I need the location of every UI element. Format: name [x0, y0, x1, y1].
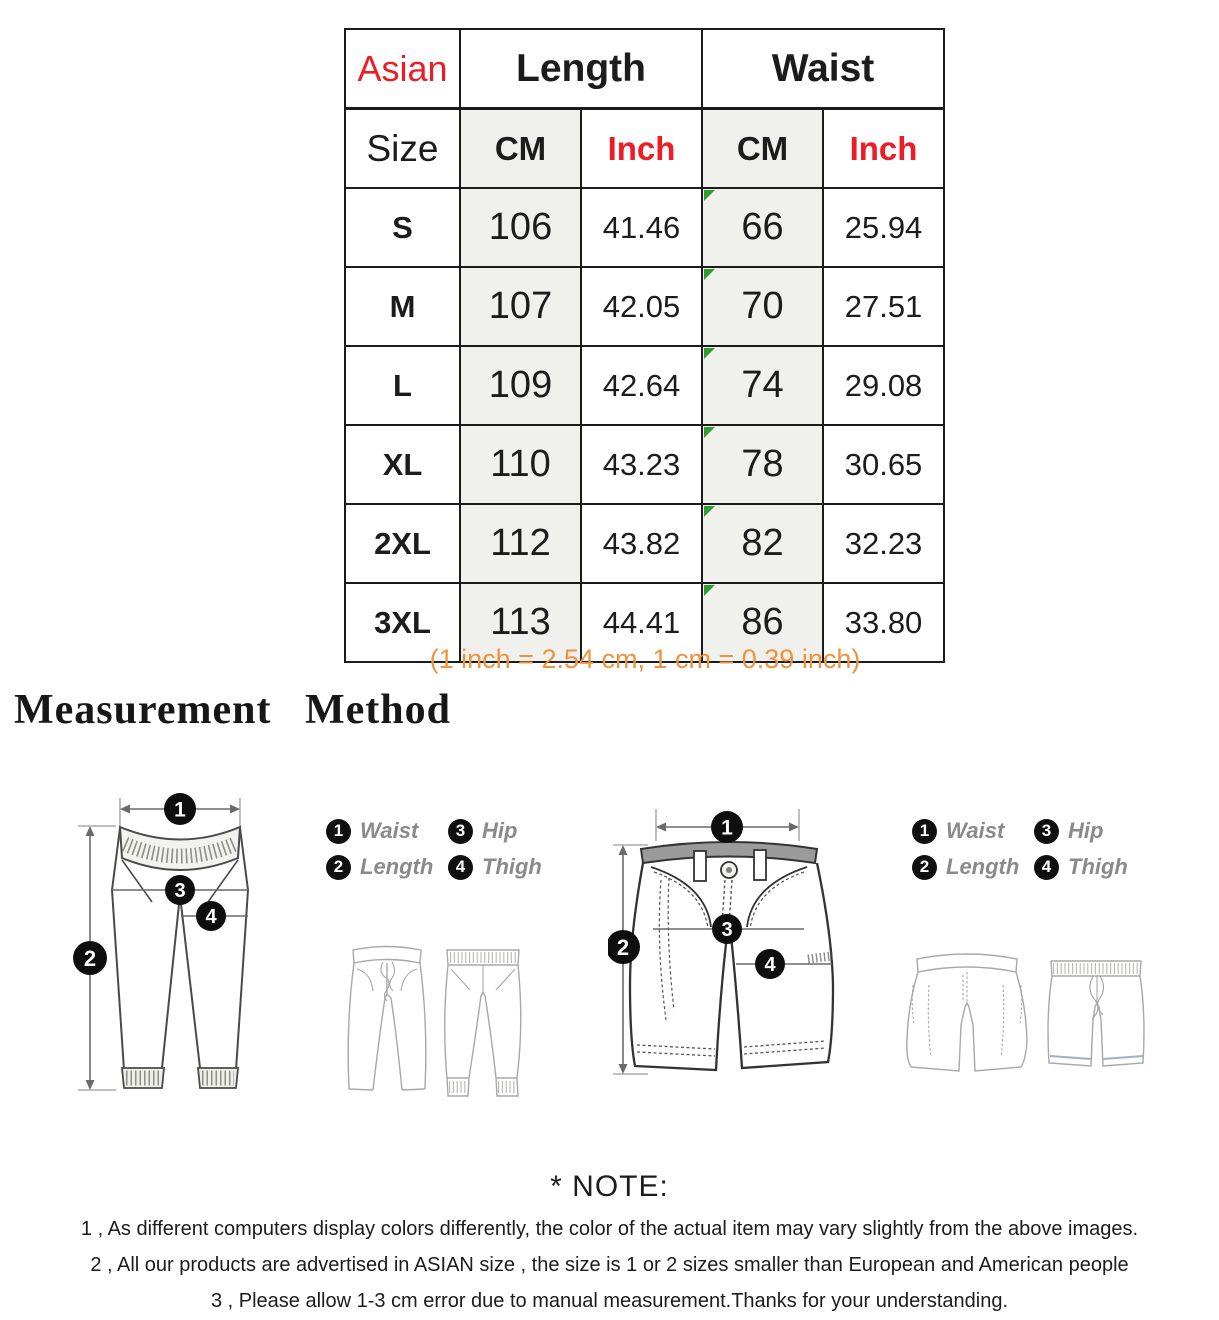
length-inch-cell: 44.41	[581, 583, 702, 662]
length-inch-cell: 42.64	[581, 346, 702, 425]
shorts-diagram-drawing	[608, 775, 858, 1107]
pants-measurement-diagram	[58, 772, 263, 1107]
shorts-thumbnails-drawing	[903, 945, 1158, 1090]
legend-item-hip	[448, 818, 542, 844]
table-row	[345, 188, 944, 267]
circled-3-icon: 3	[448, 819, 473, 844]
circled-1-icon: 1	[326, 819, 351, 844]
green-corner-marker-icon	[704, 348, 715, 359]
waist-cm-header: CM	[702, 109, 823, 189]
svg-text:4: 4	[764, 954, 776, 976]
waist-cm-cell: 82	[702, 504, 823, 583]
table-row	[345, 267, 944, 346]
svg-text:3: 3	[721, 919, 733, 941]
waist-inch-cell: 29.08	[823, 346, 944, 425]
length-cm-cell: 107	[460, 267, 581, 346]
circled-3-icon: 3	[1034, 819, 1059, 844]
size-table	[344, 28, 943, 663]
svg-text:3: 3	[174, 880, 186, 902]
marker-3-icon	[712, 914, 742, 944]
legend-label: Length	[946, 854, 1020, 879]
waist-cm-cell: 78	[702, 425, 823, 504]
legend-label: Hip	[1068, 818, 1104, 843]
column-group-waist: Waist	[702, 29, 944, 109]
green-corner-marker-icon	[704, 506, 715, 517]
circled-4-icon: 4	[448, 855, 473, 880]
table-row	[345, 504, 944, 583]
size-cell: L	[345, 346, 460, 425]
pants-diagram-drawing	[58, 772, 263, 1107]
length-cm-cell: 113	[460, 583, 581, 662]
green-corner-marker-icon	[704, 190, 715, 201]
svg-text:2: 2	[616, 935, 630, 960]
svg-text:4: 4	[205, 906, 217, 928]
length-inch-header: Inch	[581, 109, 702, 189]
waist-inch-header: Inch	[823, 109, 944, 189]
legend-label: Length	[360, 854, 434, 879]
length-cm-cell: 106	[460, 188, 581, 267]
marker-4-icon	[196, 901, 226, 931]
legend-label: Thigh	[482, 854, 542, 879]
legend-label: Thigh	[1068, 854, 1128, 879]
marker-3-icon	[165, 875, 195, 905]
marker-4-icon	[755, 949, 785, 979]
table-row	[345, 425, 944, 504]
waist-cm-cell: 70	[702, 267, 823, 346]
length-inch-cell: 41.46	[581, 188, 702, 267]
size-cell: S	[345, 188, 460, 267]
note-section	[0, 1170, 1219, 1312]
legend-label: Waist	[946, 818, 1005, 843]
legend-item-thigh	[448, 854, 542, 880]
shorts-measurement-diagram	[608, 775, 858, 1107]
legend-item-waist	[912, 818, 1034, 844]
marker-2-icon	[608, 930, 640, 964]
green-corner-marker-icon	[704, 427, 715, 438]
svg-text:1: 1	[721, 816, 733, 840]
waist-cm-cell: 86	[702, 583, 823, 662]
circled-1-icon: 1	[912, 819, 937, 844]
svg-text:1: 1	[174, 798, 186, 822]
legend-item-waist	[326, 818, 448, 844]
waist-inch-cell: 33.80	[823, 583, 944, 662]
size-cell: 2XL	[345, 504, 460, 583]
waist-inch-cell: 30.65	[823, 425, 944, 504]
waist-cm-cell: 74	[702, 346, 823, 425]
waist-inch-cell: 32.23	[823, 504, 944, 583]
measurement-legend-left	[326, 818, 542, 880]
length-inch-cell: 43.23	[581, 425, 702, 504]
table-row	[345, 346, 944, 425]
measurement-method-title: Measurement Method	[14, 687, 451, 733]
length-inch-cell: 43.82	[581, 504, 702, 583]
waist-inch-cell: 27.51	[823, 267, 944, 346]
table-corner-label: Asian	[345, 29, 460, 109]
waist-cm-cell: 66	[702, 188, 823, 267]
marker-1-icon	[711, 811, 743, 843]
length-cm-cell: 112	[460, 504, 581, 583]
legend-label: Waist	[360, 818, 419, 843]
size-cell: 3XL	[345, 583, 460, 662]
length-inch-cell: 42.05	[581, 267, 702, 346]
waist-inch-cell: 25.94	[823, 188, 944, 267]
note-title: * NOTE:	[550, 1170, 669, 1203]
marker-2-icon	[73, 941, 107, 975]
legend-item-hip	[1034, 818, 1128, 844]
column-group-length: Length	[460, 29, 702, 109]
note-line-3: 3 , Please allow 1-3 cm error due to manual measurement.Thanks for your understanding.	[210, 1290, 1009, 1312]
pants-thumbnails-drawing	[343, 938, 533, 1106]
green-corner-marker-icon	[704, 585, 715, 596]
legend-item-thigh	[1034, 854, 1128, 880]
green-corner-marker-icon	[704, 269, 715, 280]
length-cm-cell: 110	[460, 425, 581, 504]
circled-4-icon: 4	[1034, 855, 1059, 880]
legend-item-length	[912, 854, 1034, 880]
measurement-legend-right	[912, 818, 1128, 880]
circled-2-icon: 2	[912, 855, 937, 880]
circled-2-icon: 2	[326, 855, 351, 880]
note-line-2: 2 , All our products are advertised in ASIAN size , the size is 1 or 2 sizes smaller than European and American people	[90, 1254, 1129, 1276]
length-cm-header: CM	[460, 109, 581, 189]
legend-item-length	[326, 854, 448, 880]
size-cell: M	[345, 267, 460, 346]
marker-1-icon	[164, 793, 196, 825]
legend-label: Hip	[482, 818, 518, 843]
unit-conversion-note: (1 inch = 2.54 cm, 1 cm = 0.39 inch)	[429, 644, 861, 674]
svg-text:2: 2	[83, 946, 97, 971]
length-cm-cell: 109	[460, 346, 581, 425]
pants-thumbnails	[343, 938, 533, 1106]
note-line-1: 1 , As different computers display colors differently, the color of the actual item may vary slightly from the above images.	[80, 1218, 1139, 1240]
size-column-header: Size	[345, 109, 460, 189]
size-cell: XL	[345, 425, 460, 504]
shorts-thumbnails	[903, 945, 1158, 1090]
